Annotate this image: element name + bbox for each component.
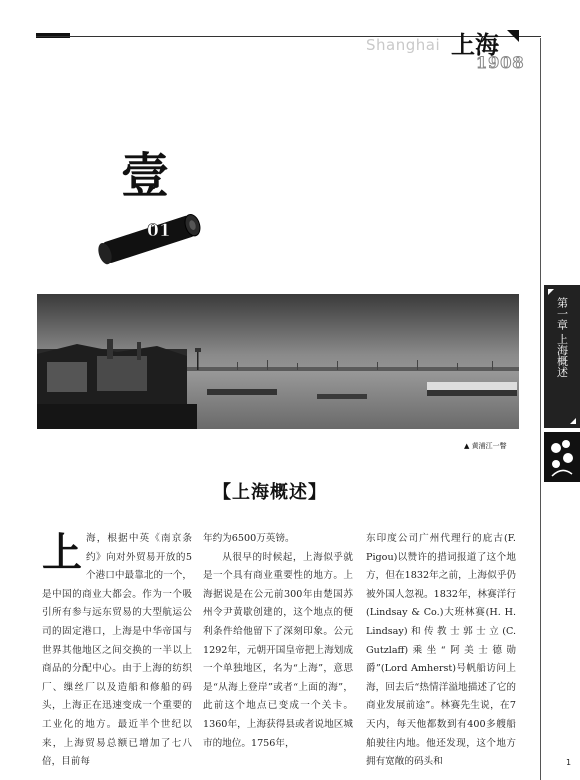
section-title: 【上海概述】	[213, 482, 327, 503]
article-column-2	[203, 530, 353, 753]
column-1-text: 海，根据中英《南京条约》向对外贸易开放的5个港口中最靠北的一个，是中国的商业大都会。作为一个吸引所有参与远东贸易的大型航运公司的固定港口，上海是中华帝国与世界其他地区之间交换的一半以上商品的分配中心。由于上海的纺织厂、缫丝厂以及造船和修船的码头，上海正在迅速变成一个重要的工业化的地方。最近半个世纪以来，上海贸易总额已增加了七八倍，目前每	[42, 533, 192, 768]
article-column-1	[42, 530, 192, 772]
chapter-number: 01	[147, 221, 171, 241]
header-english-title: Shanghai	[366, 36, 441, 54]
paragraph: 从很早的时候起，上海似乎就是一个具有商业重要性的地方。上海据说是在公元前300年由楚国苏州令尹黄歇创建的，这个地点的便利条件给他留下了深刻印象。公元1292年，元朝开国皇帝把上海划成一个单独地区，名为“上海”，意思是“从海上登岸”或者“上面的海”，此前这个地点已变成一个关卡。1360年，上海获得县或者说地区城市的地位。1756年，	[203, 551, 353, 749]
header-year: 1908	[476, 53, 525, 72]
chapter-tab-label: 第一章 上海概述	[555, 297, 569, 378]
header-chinese-title: 上海	[451, 30, 499, 59]
paragraph: 东印度公司广州代理行的庇古(F. Pigou)以赞许的措词报道了这个地方，但在1832年之前，上海似乎仍被外国人忽视。1832年，林赛洋行(Lindsay & Co.)大班林赛(H. H. Lindsay)和传教士郭士立(C. Gutzlaff)乘坐“阿美士德勋爵”(Lord Amherst)号帆船访问上海，回去后“热情洋溢地描述了它的商业发展前途”。林赛先生说，在7天内，每天他都数到有400多艘船舶驶往内地。他还发现，这个地方拥有宽敞的码头和	[366, 533, 516, 768]
chapter-numeral: 壹	[121, 148, 170, 204]
floral-ornament-icon	[544, 432, 580, 482]
page-number: 1	[566, 758, 572, 767]
drop-cap: 上	[42, 529, 82, 576]
harbor-photo	[37, 294, 519, 429]
paragraph: 年约为6500万英镑。	[203, 533, 295, 544]
flag-corner-icon	[507, 30, 519, 42]
margin-rule	[540, 38, 541, 780]
scroll-icon	[95, 210, 205, 270]
corner-bottom-icon	[570, 418, 576, 424]
corner-top-icon	[548, 289, 554, 295]
article-column-3	[366, 530, 516, 772]
chapter-side-tab	[544, 285, 580, 428]
photo-caption: ▲ 黄浦江一瞥	[464, 442, 507, 450]
